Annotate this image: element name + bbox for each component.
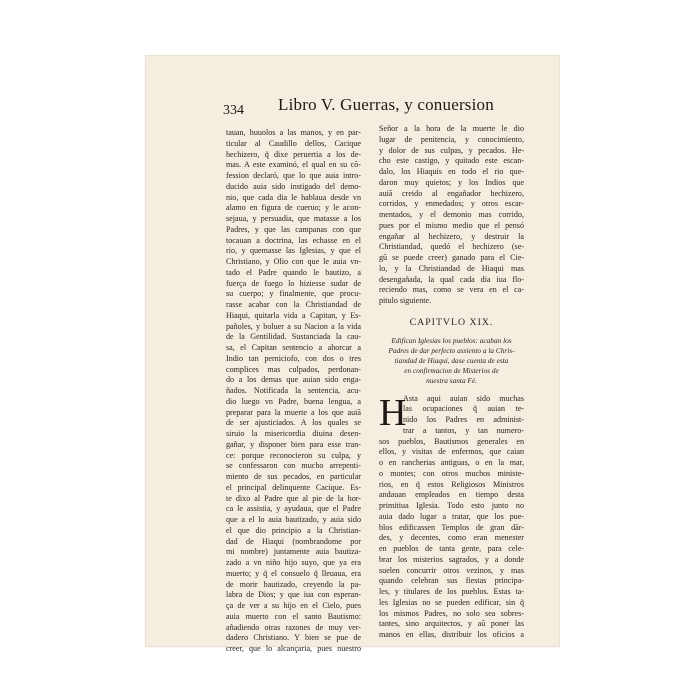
text-line: dadero Christiano. Y bien se pue de: [226, 633, 361, 643]
text-line: ticular al Caudillo dellos, Cacique: [226, 138, 361, 148]
text-line: el principal delinquente Cacique. Es-: [226, 482, 361, 492]
text-line: les Iglesias no se pueden edificar, sin q̃: [379, 597, 524, 607]
text-line: manos en ellas, distribuir los oficios a: [379, 630, 524, 639]
text-line: lugar de penitencia, y conocimiento,: [379, 134, 524, 144]
text-line: labra de Dios; y que iua con esperan-: [226, 590, 361, 600]
text-line: quando celebran sus fiestas principa-: [379, 576, 524, 586]
book-page: [146, 56, 559, 653]
text-line: lo, y la Christiandad de Hiaqui mas: [379, 263, 524, 273]
text-line: dad de Hiaqui (nombrandome por: [226, 536, 361, 546]
text-line: dalo, los Hiaquis en todo el rio que-: [379, 167, 524, 176]
text-line: rio, y quemasse las Iglesias, y que el: [226, 246, 361, 256]
text-line: muerto; y q̃ el consuelo q̃ lleuaua, era: [226, 568, 361, 578]
text-line: que a el lo auia bautizado, y auia sido: [226, 515, 361, 524]
text-line: hechizero, q̃ dixe peruertia a los de-: [226, 149, 361, 159]
text-line: o en rancherias antiguas, o en la mar,: [379, 458, 524, 467]
text-line: alamo en figura de cueruo; y le acon-: [226, 203, 361, 213]
text-line: ca le assistia, y ayudaua, que el Padre: [226, 504, 361, 514]
page-number: 334: [223, 103, 244, 118]
text-line: mentados, y el demonio mas corrido,: [379, 210, 524, 219]
text-line: ducido auia sido instigado del demo-: [226, 181, 361, 191]
text-line: zado a vn niño hijo suyo, que ya era: [226, 558, 361, 567]
text-line: se confessaron con mucho arrepenti-: [226, 461, 361, 471]
text-line: te dixo al Padre que al pie de la hor-: [226, 493, 361, 503]
text-line: gañar, y disponer bien para esse tran-: [226, 439, 361, 449]
text-line: los mismos Padres, no solo sea sobres-: [379, 608, 524, 618]
text-line: Indio tan perniciofo, con dos o tres: [226, 353, 361, 363]
text-line: pañoles, y boluer a su Nacion a la vida: [226, 321, 361, 331]
text-line: reciendo mas, como se vera en el ca-: [379, 285, 524, 295]
text-line: Padres de dar perfecto assiento a la Chris-: [388, 345, 515, 355]
text-line: preparar para la muerte a los que auiã: [226, 407, 361, 417]
text-line: mi nombre) juntamente auia bautiza-: [226, 547, 361, 557]
text-line: fession declaró, que lo que auia intro-: [226, 171, 361, 180]
text-line: nio, que cada dia le hablaua desde vn: [226, 192, 361, 202]
text-line: mas. A este examinó, el qual en su cõ-: [226, 160, 361, 170]
text-line: nuestra santa Fè.: [426, 375, 477, 385]
text-line: las ocupaciones q̃ auian te-: [403, 404, 524, 414]
chapter-heading: CAPITVLO XIX.: [409, 316, 494, 328]
text-line: auia muerto con el santo Bautismo:: [226, 611, 361, 621]
text-line: ellos, y visitas de enfermos, que caian: [379, 447, 524, 457]
text-line: auia dado lugar a tratar, que los pue-: [379, 511, 524, 521]
text-line: nido los Padres en administ-: [403, 415, 524, 424]
text-line: Edifican Iglesias los pueblos: acaban los: [391, 335, 512, 345]
chapter-xviii-ending: [379, 124, 524, 307]
text-line: y dolor de sus culpas, y pecados. He-: [379, 145, 524, 155]
text-line: ñados. Notificada la sentencia, acu-: [226, 386, 361, 395]
text-line: sa, el Capitan sentencio a ahorcar a: [226, 343, 361, 352]
text-line: tocauan a doctrina, las echasse en el: [226, 235, 361, 245]
text-line: primitiua Iglesia. Todo esto junto no: [379, 501, 524, 510]
text-line: les, y titulares de los pueblos. Estas ta-: [379, 587, 524, 596]
text-line: gũ se puede creer) ganado para el Cie-: [379, 253, 524, 262]
text-line: desengañada, la qual cada dia iua flo-: [379, 274, 524, 284]
text-line: en confirmacion de Misterios de: [404, 365, 499, 375]
text-line: de ser ajusticiados. A los quales se: [226, 418, 361, 428]
text-line: auiã creido al engañador hechizero,: [379, 188, 524, 198]
text-line: andauan empleados en tiempo desta: [379, 490, 524, 500]
text-line: fuerça de fuego lo hiziesse sudar de: [226, 278, 361, 288]
text-line: do a los demas que auian sido enga-: [226, 375, 361, 385]
text-line: rios, en q̃ estos Religiosos Ministros: [379, 479, 524, 489]
left-text-column: [226, 128, 361, 655]
drop-cap-initial: H: [379, 391, 407, 434]
text-line: el que dio principio a la Christian-: [226, 525, 361, 535]
text-line: dio luego vn Padre, buena lengua, a: [226, 396, 361, 406]
text-line: complices mas culpados, perdonan-: [226, 364, 361, 374]
right-text-column: [379, 124, 524, 641]
text-line: engañar al hechizero, y destruir la: [379, 231, 524, 241]
text-line: pues por el mismo medio que el pensó: [379, 220, 524, 230]
text-line: daron muy quietos; y los Indios que: [379, 177, 524, 187]
text-line: o montes; con otros muchos ministe-: [379, 468, 524, 478]
text-line: suelen concurrir otros vezinos, y mas: [379, 565, 524, 575]
text-line: ce: porque reconocieron su culpa, y: [226, 450, 361, 460]
running-title: Libro V. Guerras, y conuersion: [278, 95, 494, 114]
text-line: en pueblos de tanta gente, para cele-: [379, 544, 524, 553]
text-line: ça de ver a su hijo en el Cielo, pues: [226, 601, 361, 610]
text-line: añadiendo otras razones de muy ver-: [226, 622, 361, 632]
text-line: corridos, y enmedados; y otros escar-: [379, 199, 524, 209]
page-header: [223, 95, 558, 121]
text-line: des, y decentes, como eran menester: [379, 533, 524, 543]
text-line: Asta aqui auian sido muchas: [403, 393, 524, 403]
chapter-summary: [379, 336, 524, 386]
chapter-body: [379, 437, 524, 641]
text-line: su cuerpo; y finalmente, que procu-: [226, 289, 361, 299]
text-line: pitulo siguiente.: [379, 296, 432, 305]
text-line: tantes, sino arquitectos, y aũ poner las: [379, 619, 524, 629]
text-line: sos pueblos, Bautismos generales en: [379, 436, 524, 446]
text-line: cho este castigo, y quitado este escan-: [379, 156, 524, 166]
text-line: Padres, y que las campanas con que: [226, 224, 361, 234]
text-line: Christiano, y Olio con que le auia vn-: [226, 257, 361, 266]
text-line: miento de sus pecados, en particular: [226, 472, 361, 481]
text-line: Hiaqui, quitarla vida a Capitan, y Es-: [226, 310, 361, 320]
text-line: creer, que lo alcançaria, pues nuestro: [226, 644, 361, 653]
text-line: Señor a la hora de la muerte le dio: [379, 124, 524, 133]
text-line: de morir bautizado, creyendo la pa-: [226, 579, 361, 589]
text-line: siruio la misericordia diuina desen-: [226, 429, 361, 438]
text-line: tiandad de Hiaqui, dase cuenta de esta: [394, 355, 509, 365]
text-line: de la Gentilidad. Sustanciada la cau-: [226, 332, 361, 342]
text-line: tado el Padre quando le bautizo, a: [226, 267, 361, 277]
text-line: blos edificassen Templos de gran dãr-: [379, 522, 524, 532]
text-line: trar a tantos, y tan numero-: [403, 425, 524, 435]
text-line: brar los misterios sagrados, y a donde: [379, 554, 524, 564]
text-line: rasse acabar con la Christiandad de: [226, 300, 361, 309]
text-line: sejaua, y persuadia, que matasse a los: [226, 214, 361, 223]
chapter-opening: [379, 391, 524, 437]
text-line: Christiandad, quedó el hechizero (se-: [379, 242, 524, 252]
text-line: tauan, huuolos a las manos, y en par-: [226, 128, 361, 137]
